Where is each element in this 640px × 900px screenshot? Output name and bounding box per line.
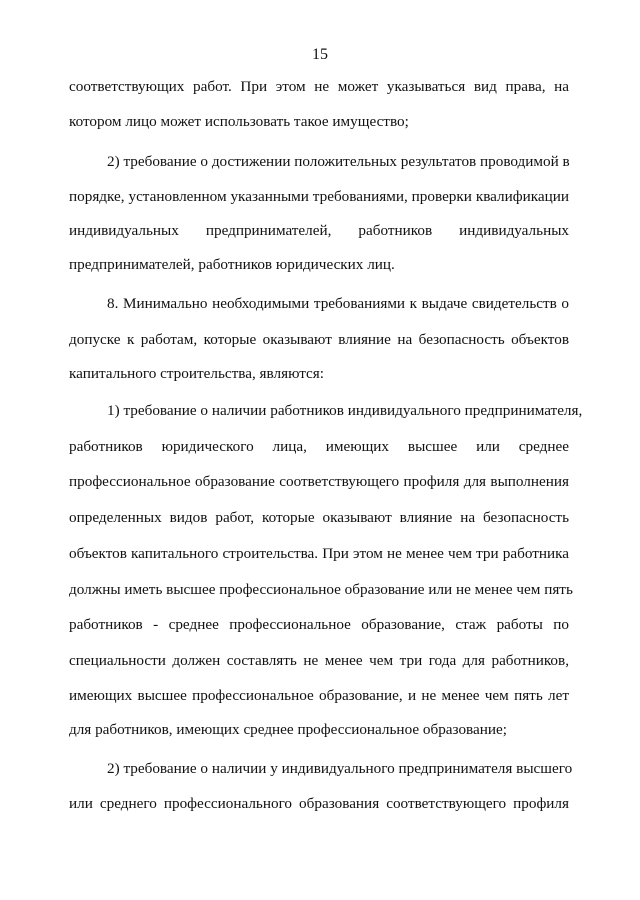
text-line: соответствующих работ. При этом не может указываться вид права, на [69, 78, 569, 95]
text-line: или среднего профессионального образования соответствующего профиля [69, 795, 569, 812]
text-line: для работников, имеющих среднее профессиональное образование; [69, 721, 507, 738]
text-line: имеющих высшее профессиональное образование, и не менее чем пять лет [69, 687, 569, 704]
text-line: работников - среднее профессиональное образование, стаж работы по [69, 616, 569, 633]
text-line: 2) требование о достижении положительных результатов проводимой в [107, 153, 570, 170]
text-line: допуске к работам, которые оказывают влияние на безопасность объектов [69, 331, 569, 348]
text-line: порядке, установленном указанными требованиями, проверки квалификации [69, 188, 569, 205]
text-line: работников юридического лица, имеющих высшее или среднее [69, 438, 569, 455]
text-line: объектов капитального строительства. При этом не менее чем три работника [69, 545, 569, 562]
text-line: капитального строительства, являются: [69, 365, 324, 382]
text-line: 2) требование о наличии у индивидуального предпринимателя высшего [107, 760, 573, 777]
text-line: предпринимателей, работников юридических лиц. [69, 256, 395, 273]
text-line: специальности должен составлять не менее чем три года для работников, [69, 652, 569, 669]
text-line: котором лицо может использовать такое имущество; [69, 113, 409, 130]
text-line: индивидуальных предпринимателей, работников индивидуальных [69, 222, 569, 239]
text-line: должны иметь высшее профессиональное образование или не менее чем пять [69, 581, 573, 598]
text-line: 1) требование о наличии работников индивидуального предпринимателя, [107, 402, 583, 419]
text-line: профессиональное образование соответствующего профиля для выполнения [69, 473, 569, 490]
text-line: 8. Минимально необходимыми требованиями к выдаче свидетельств о [107, 295, 569, 312]
text-line: определенных видов работ, которые оказывают влияние на безопасность [69, 509, 569, 526]
page-number: 15 [312, 46, 328, 63]
